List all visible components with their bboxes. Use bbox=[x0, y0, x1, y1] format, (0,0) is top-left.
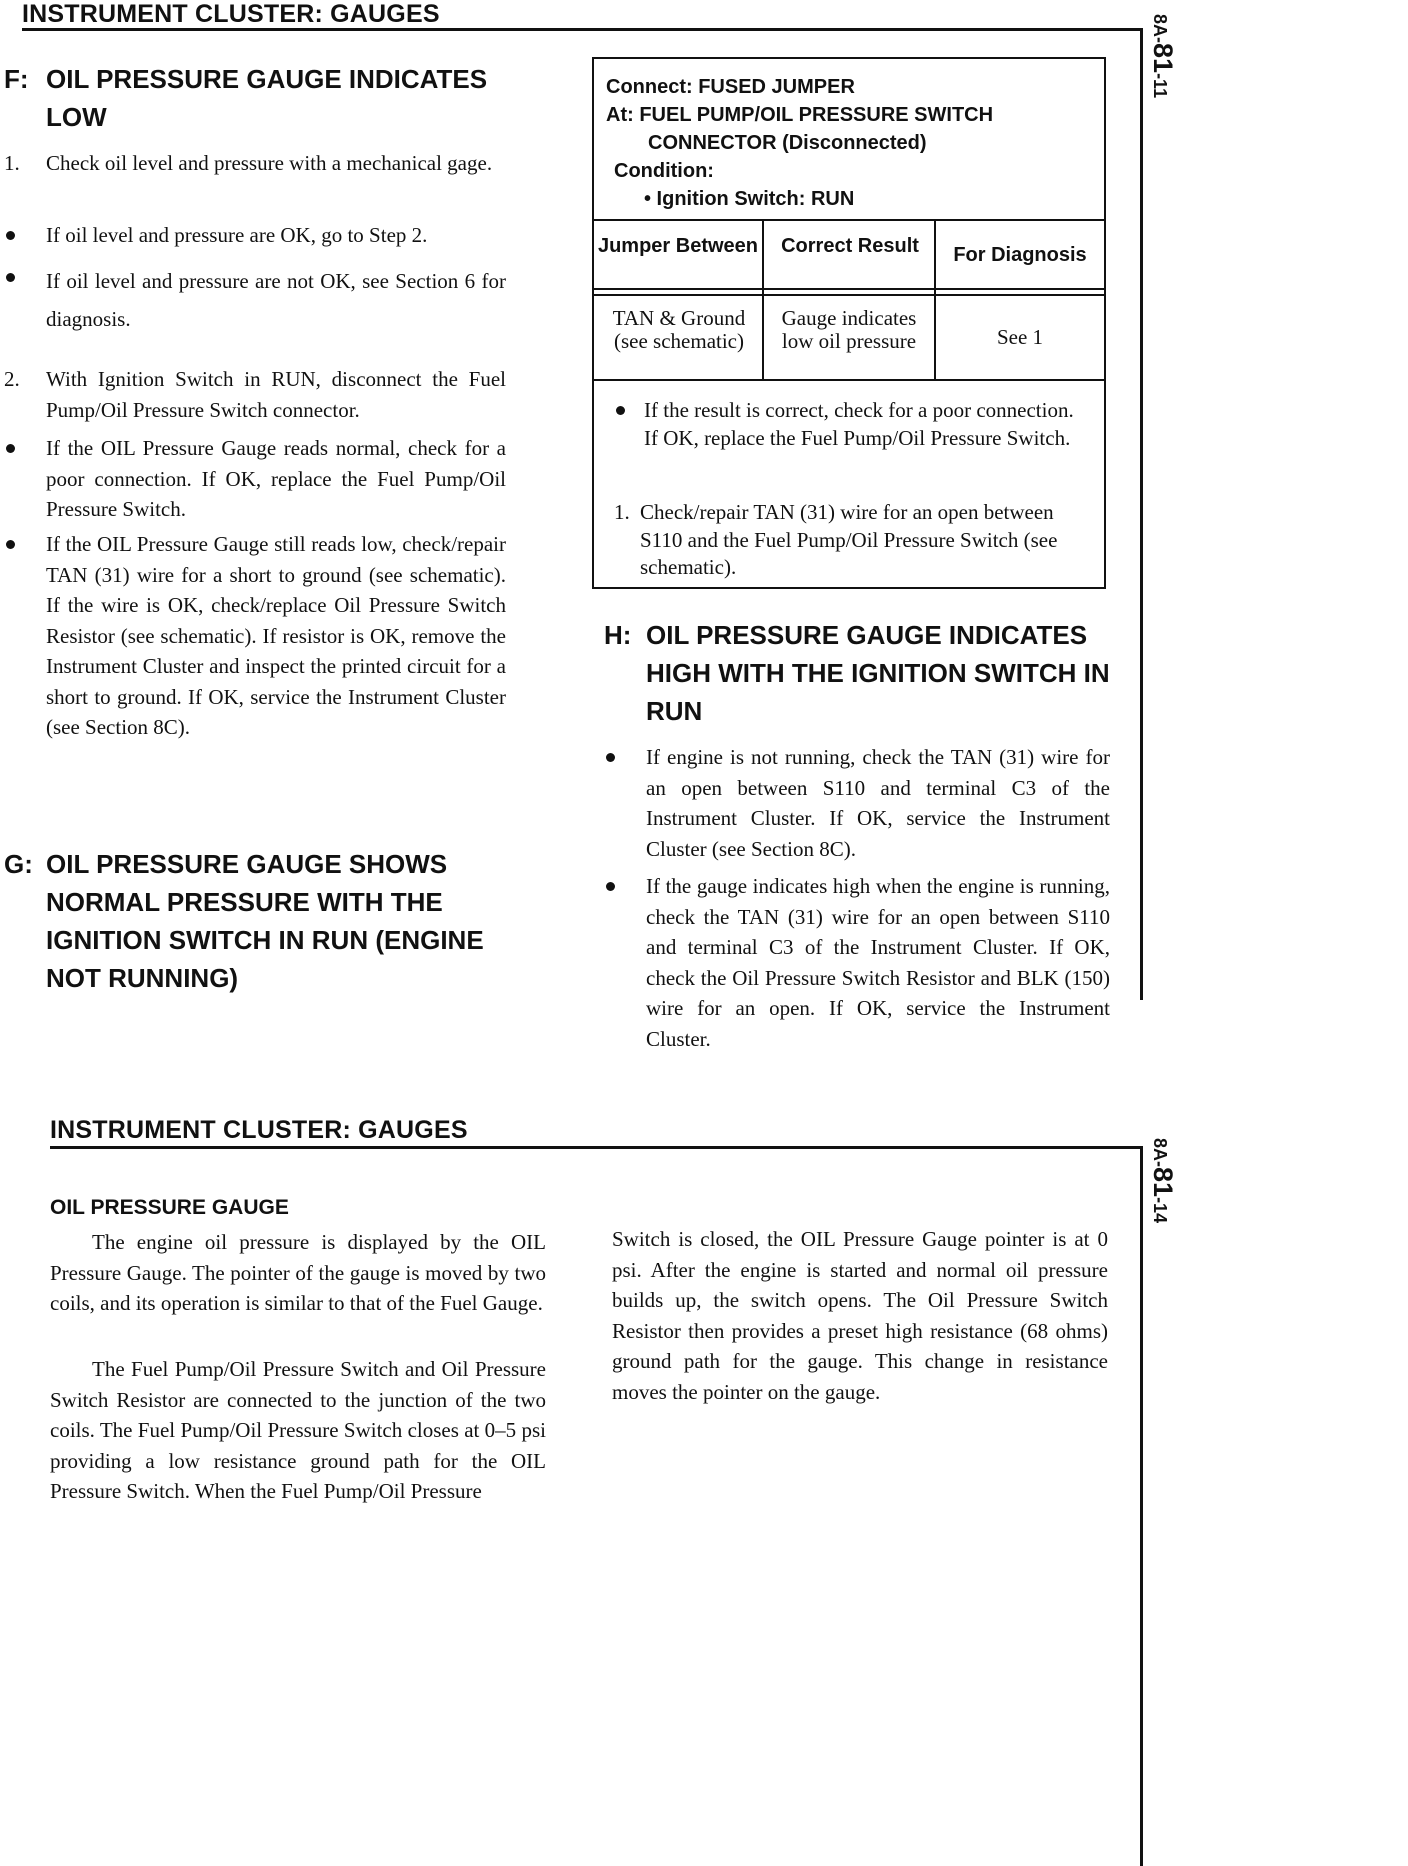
page-code-2: 8A-81-14 bbox=[1148, 1138, 1178, 1224]
page-edge-rule-2 bbox=[1140, 1146, 1143, 1866]
header-rule-1 bbox=[22, 28, 1142, 31]
table-divider bbox=[594, 379, 1104, 381]
list-item: If the OIL Pressure Gauge still reads low, check/repair TAN (31) wire for a short to ground (see schematic). If the wire is OK, check/replace Oil Pressure Switch Resistor (see schematic). If resistor is OK, remove the Instrument Cluster and inspect the printed circuit for a short to ground. If OK, service the Instrument Cluster (see Section 8C). bbox=[4, 529, 506, 743]
list-item: If the gauge indicates high when the engine is running, check the TAN (31) wire for an open between S110 and terminal C3 of the Instrument Cluster. If OK, check the Oil Pressure Switch Resistor and BLK (150) wire for an open. If OK, service the Instrument Cluster. bbox=[604, 871, 1110, 1054]
diagnostic-table bbox=[592, 57, 1106, 589]
table-condition: Connect: FUSED JUMPER At: FUEL PUMP/OIL PRESSURE SWITCH CONNECTOR (Disconnected) Condition: • Ignition Switch: RUN bbox=[606, 76, 994, 210]
section-h-heading: H: OIL PRESSURE GAUGE INDICATES HIGH WITH THE IGNITION SWITCH IN RUN bbox=[604, 620, 1110, 726]
list-item: 1. Check oil level and pressure with a mechanical gage. bbox=[4, 151, 493, 175]
header-rule-2 bbox=[50, 1146, 1142, 1149]
page-code-1: 8A-81-11 bbox=[1148, 14, 1178, 99]
table-col-divider bbox=[762, 219, 764, 379]
table-divider bbox=[594, 219, 1104, 221]
table-header-diagnosis: For Diagnosis bbox=[953, 244, 1087, 266]
list-item: If oil level and pressure are OK, go to Step 2. bbox=[4, 220, 506, 251]
bullet-icon bbox=[606, 882, 615, 891]
list-item: 2. With Ignition Switch in RUN, disconnect the Fuel Pump/Oil Pressure Switch connector. bbox=[4, 367, 506, 422]
section-f-heading: F: OIL PRESSURE GAUGE INDICATES LOW bbox=[4, 64, 488, 132]
table-cell-diagnosis: See 1 bbox=[996, 325, 1044, 349]
bullet-icon bbox=[606, 753, 615, 762]
page-header-1: INSTRUMENT CLUSTER: GAUGES bbox=[22, 0, 440, 28]
bullet-icon bbox=[6, 231, 15, 240]
table-note-numbered: 1. Check/repair TAN (31) wire for an open between S110 and the Fuel Pump/Oil Pressure Switch (see schematic). bbox=[614, 500, 1058, 579]
list-item: If oil level and pressure are not OK, see Section 6 for diagnosis. bbox=[4, 262, 506, 338]
bullet-icon bbox=[616, 406, 625, 415]
bullet-icon bbox=[6, 273, 15, 282]
oil-pressure-gauge-subheading: OIL PRESSURE GAUGE bbox=[50, 1196, 289, 1219]
list-item: If the OIL Pressure Gauge reads normal, check for a poor connection. If OK, replace the Fuel Pump/Oil Pressure Switch. bbox=[4, 433, 506, 525]
table-divider bbox=[594, 288, 1104, 290]
page-header-2: INSTRUMENT CLUSTER: GAUGES bbox=[50, 1116, 468, 1144]
table-cell-result: Gauge indicates low oil pressure bbox=[781, 306, 917, 353]
paragraph-1: The engine oil pressure is displayed by the OIL Pressure Gauge. The pointer of the gauge is moved by two coils, and its operation is similar to that of the Fuel Gauge. bbox=[50, 1230, 546, 1315]
table-cell-jumper: TAN & Ground (see schematic) bbox=[612, 306, 746, 353]
paragraph-3: Switch is closed, the OIL Pressure Gauge pointer is at 0 psi. After the engine is started and normal oil pressure builds up, the switch opens. The Oil Pressure Switch Resistor then provides a preset high resistance (68 ohms) ground path for the gauge. This change in resistance moves the pointer on the gauge. bbox=[612, 1227, 1108, 1404]
page-edge-rule-1 bbox=[1140, 28, 1143, 1000]
bullet-icon bbox=[6, 444, 15, 453]
table-header-jumper: Jumper Between bbox=[597, 235, 759, 257]
list-item: If engine is not running, check the TAN (31) wire for an open between S110 and terminal C3 of the Instrument Cluster. If OK, service the Instrument Cluster (see Section 8C). bbox=[604, 742, 1110, 864]
table-header-result: Correct Result bbox=[781, 235, 919, 257]
section-g-heading: G: OIL PRESSURE GAUGE SHOWS NORMAL PRESSURE WITH THE IGNITION SWITCH IN RUN (ENGINE NOT RUNNING) bbox=[4, 849, 484, 993]
bullet-icon bbox=[6, 540, 15, 549]
paragraph-2: The Fuel Pump/Oil Pressure Switch and Oil Pressure Switch Resistor are connected to the junction of the two coils. The Fuel Pump/Oil Pressure Switch closes at 0–5 psi providing a low resistance ground path for the OIL Pressure Switch. When the Fuel Pump/Oil Pressure bbox=[50, 1357, 546, 1503]
table-divider bbox=[594, 294, 1104, 296]
table-note-bullet: If the result is correct, check for a poor connection. If OK, replace the Fuel Pump/Oil Pressure Switch. bbox=[614, 397, 1084, 452]
